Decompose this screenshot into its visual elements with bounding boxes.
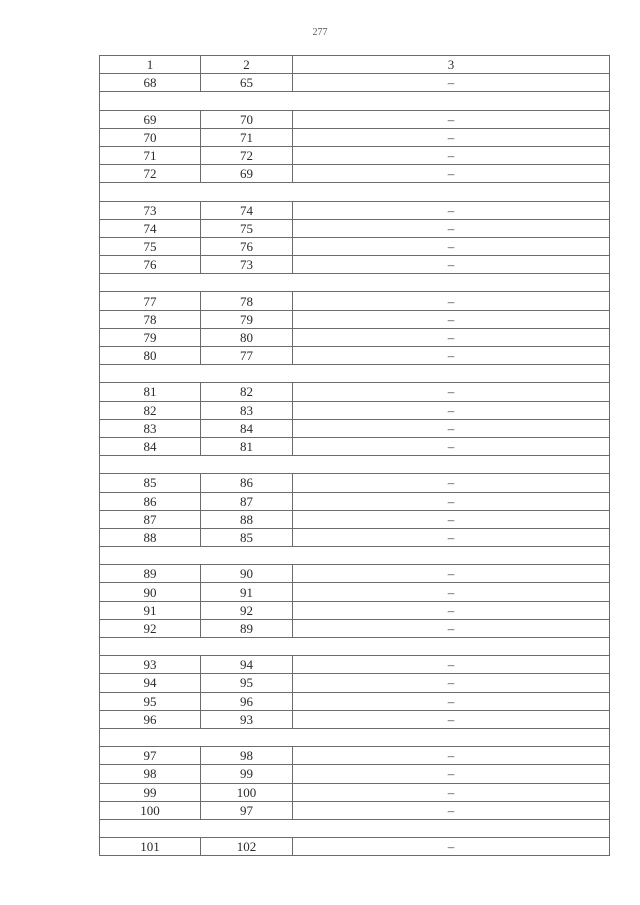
table-cell-col1: 69 (100, 110, 201, 128)
table-cell-col1: 72 (100, 165, 201, 183)
table-cell-col3: – (293, 128, 610, 146)
table-row (100, 237, 610, 255)
table-cell-col1: 76 (100, 256, 201, 274)
table-cell-col1: 89 (100, 565, 201, 583)
table-header-row (100, 56, 610, 74)
table-cell-col1: 71 (100, 146, 201, 164)
table-cell-col1: 87 (100, 510, 201, 528)
table-cell-col3: – (293, 783, 610, 801)
table-cell-col2: 71 (201, 128, 293, 146)
table-cell-col1: 101 (100, 838, 201, 856)
table-cell-col2: 102 (201, 838, 293, 856)
table-row (100, 656, 610, 674)
group-separator-row (100, 638, 610, 656)
table-cell-col2: 72 (201, 146, 293, 164)
group-separator-cell (100, 728, 610, 746)
table-cell-col1: 78 (100, 310, 201, 328)
table-cell-col1: 74 (100, 219, 201, 237)
table-cell-col3: – (293, 219, 610, 237)
table-cell-col3: – (293, 328, 610, 346)
table-body (100, 56, 610, 856)
page-number: 277 (312, 27, 328, 38)
table-cell-col2: 80 (201, 328, 293, 346)
table-cell-col1: 100 (100, 801, 201, 819)
table-row (100, 437, 610, 455)
table-cell-col1: 86 (100, 492, 201, 510)
table-cell-col1: 82 (100, 401, 201, 419)
group-separator-row (100, 92, 610, 110)
table-row (100, 492, 610, 510)
table-row (100, 838, 610, 856)
table-cell-col2: 87 (201, 492, 293, 510)
table-row (100, 383, 610, 401)
table-cell-col1: 70 (100, 128, 201, 146)
table-cell-col3: – (293, 674, 610, 692)
table-cell-col1: 97 (100, 747, 201, 765)
table-cell-col2: 84 (201, 419, 293, 437)
table-cell-col2: 85 (201, 528, 293, 546)
table-cell-col1: 68 (100, 74, 201, 92)
table-cell-col1: 91 (100, 601, 201, 619)
group-separator-row (100, 456, 610, 474)
table-row (100, 128, 610, 146)
group-separator-cell (100, 183, 610, 201)
table-cell-col3: – (293, 583, 610, 601)
table-cell-col3: 3 (293, 56, 610, 74)
table-row (100, 256, 610, 274)
table-row (100, 565, 610, 583)
table-cell-col1: 79 (100, 328, 201, 346)
table-cell-col3: – (293, 310, 610, 328)
table-cell-col2: 79 (201, 310, 293, 328)
table-cell-col3: – (293, 383, 610, 401)
table-cell-col1: 93 (100, 656, 201, 674)
table-cell-col3: – (293, 492, 610, 510)
table-cell-col2: 86 (201, 474, 293, 492)
table-cell-col1: 92 (100, 619, 201, 637)
group-separator-row (100, 728, 610, 746)
table-cell-col3: – (293, 474, 610, 492)
group-separator-cell (100, 456, 610, 474)
table-cell-col1: 90 (100, 583, 201, 601)
table-row (100, 310, 610, 328)
table-cell-col2: 91 (201, 583, 293, 601)
table-row (100, 692, 610, 710)
group-separator-row (100, 365, 610, 383)
table-cell-col3: – (293, 528, 610, 546)
table-cell-col1: 84 (100, 437, 201, 455)
table-row (100, 528, 610, 546)
table-cell-col3: – (293, 74, 610, 92)
table-cell-col2: 99 (201, 765, 293, 783)
table-row (100, 401, 610, 419)
table-cell-col2: 75 (201, 219, 293, 237)
table-cell-col2: 69 (201, 165, 293, 183)
table-cell-col2: 93 (201, 710, 293, 728)
table-cell-col1: 73 (100, 201, 201, 219)
table-cell-col3: – (293, 619, 610, 637)
table-cell-col2: 70 (201, 110, 293, 128)
table-cell-col2: 88 (201, 510, 293, 528)
group-separator-cell (100, 638, 610, 656)
table-row (100, 74, 610, 92)
table-cell-col3: – (293, 656, 610, 674)
table-row (100, 710, 610, 728)
table-cell-col2: 83 (201, 401, 293, 419)
table-row (100, 146, 610, 164)
table-cell-col2: 81 (201, 437, 293, 455)
table-cell-col1: 99 (100, 783, 201, 801)
group-separator-row (100, 274, 610, 292)
table-cell-col3: – (293, 601, 610, 619)
group-separator-row (100, 547, 610, 565)
table-cell-col1: 80 (100, 347, 201, 365)
table-row (100, 347, 610, 365)
table-row (100, 747, 610, 765)
table-cell-col3: – (293, 256, 610, 274)
table-cell-col2: 2 (201, 56, 293, 74)
table-cell-col3: – (293, 565, 610, 583)
data-table (99, 55, 610, 856)
table-row (100, 165, 610, 183)
table-row (100, 219, 610, 237)
group-separator-cell (100, 274, 610, 292)
table-cell-col3: – (293, 765, 610, 783)
table-cell-col1: 1 (100, 56, 201, 74)
table-cell-col2: 65 (201, 74, 293, 92)
table-cell-col1: 94 (100, 674, 201, 692)
table-cell-col3: – (293, 292, 610, 310)
table-row (100, 328, 610, 346)
table-cell-col1: 75 (100, 237, 201, 255)
table-cell-col2: 90 (201, 565, 293, 583)
table-cell-col2: 100 (201, 783, 293, 801)
table-cell-col3: – (293, 110, 610, 128)
table-cell-col3: – (293, 401, 610, 419)
table-cell-col2: 94 (201, 656, 293, 674)
table-row (100, 674, 610, 692)
table-row (100, 801, 610, 819)
table-cell-col1: 85 (100, 474, 201, 492)
table-cell-col1: 77 (100, 292, 201, 310)
group-separator-cell (100, 92, 610, 110)
table-cell-col1: 96 (100, 710, 201, 728)
group-separator-cell (100, 547, 610, 565)
table-row (100, 110, 610, 128)
table-row (100, 510, 610, 528)
group-separator-row (100, 819, 610, 837)
table-row (100, 419, 610, 437)
table-cell-col3: – (293, 347, 610, 365)
table-cell-col2: 89 (201, 619, 293, 637)
table-cell-col2: 92 (201, 601, 293, 619)
table-cell-col3: – (293, 237, 610, 255)
table-cell-col3: – (293, 201, 610, 219)
table-cell-col1: 95 (100, 692, 201, 710)
table-cell-col2: 78 (201, 292, 293, 310)
table-row (100, 601, 610, 619)
group-separator-cell (100, 819, 610, 837)
table-row (100, 765, 610, 783)
table-cell-col2: 98 (201, 747, 293, 765)
table-cell-col3: – (293, 165, 610, 183)
table-row (100, 619, 610, 637)
table-cell-col2: 97 (201, 801, 293, 819)
table-cell-col3: – (293, 838, 610, 856)
table-cell-col3: – (293, 437, 610, 455)
table-cell-col2: 77 (201, 347, 293, 365)
table-cell-col1: 83 (100, 419, 201, 437)
table-cell-col1: 98 (100, 765, 201, 783)
table-cell-col1: 81 (100, 383, 201, 401)
table-row (100, 583, 610, 601)
table-cell-col3: – (293, 146, 610, 164)
table-row (100, 474, 610, 492)
table-cell-col2: 95 (201, 674, 293, 692)
table-cell-col2: 73 (201, 256, 293, 274)
table-cell-col2: 96 (201, 692, 293, 710)
table-cell-col3: – (293, 692, 610, 710)
table-cell-col3: – (293, 801, 610, 819)
table-cell-col3: – (293, 710, 610, 728)
table-cell-col2: 82 (201, 383, 293, 401)
table-cell-col1: 88 (100, 528, 201, 546)
table-row (100, 783, 610, 801)
table-row (100, 292, 610, 310)
group-separator-cell (100, 365, 610, 383)
table-row (100, 201, 610, 219)
group-separator-row (100, 183, 610, 201)
table-cell-col3: – (293, 419, 610, 437)
table-cell-col2: 74 (201, 201, 293, 219)
table-cell-col3: – (293, 510, 610, 528)
table-cell-col3: – (293, 747, 610, 765)
table-cell-col2: 76 (201, 237, 293, 255)
